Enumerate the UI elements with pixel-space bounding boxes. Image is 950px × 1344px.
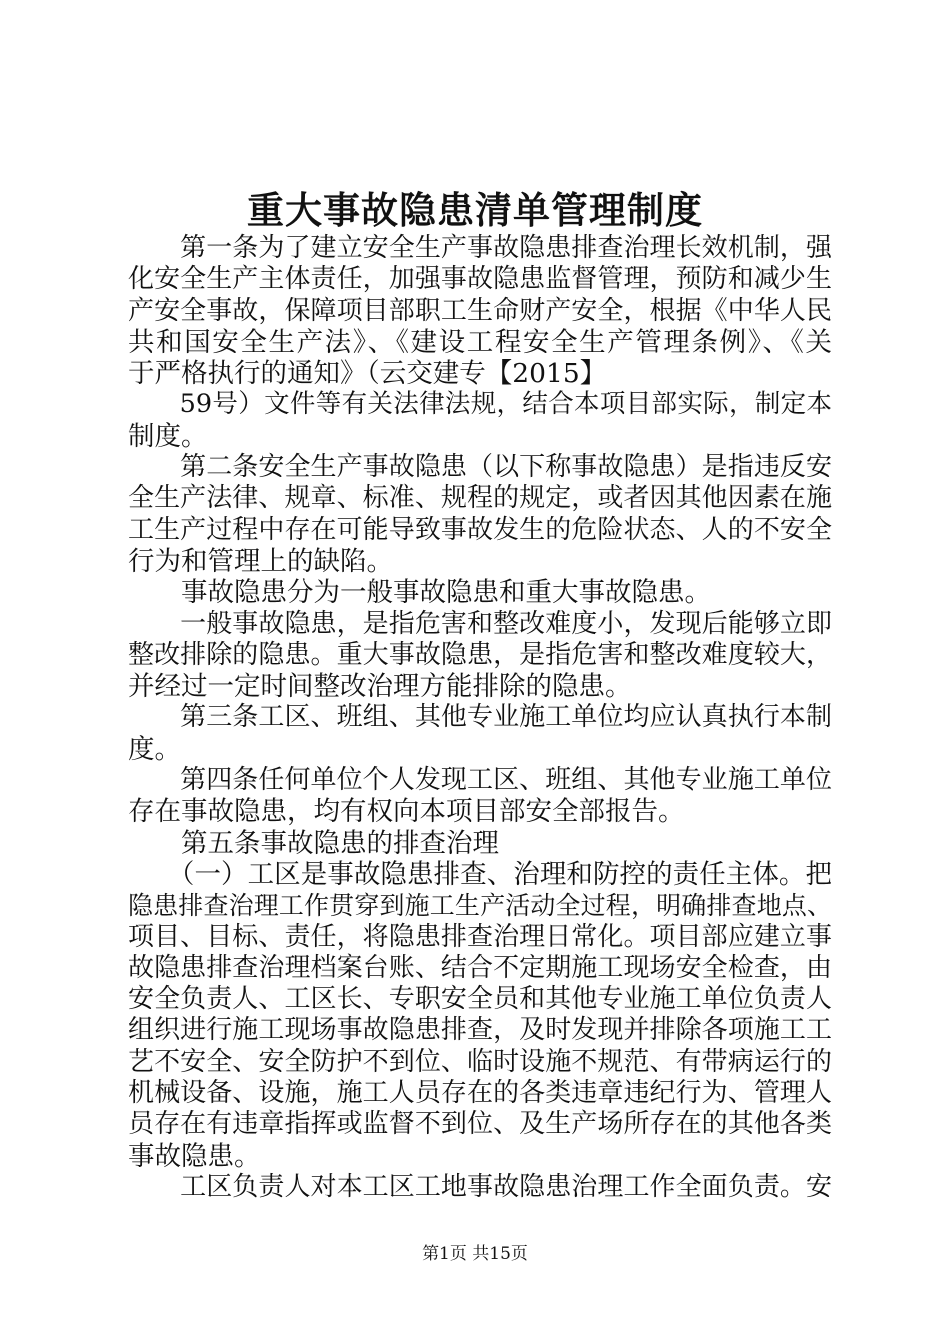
text-line: 故隐患排查治理档案台账、结合不定期施工现场安全检查，由: [128, 952, 832, 983]
page-footer: 第1页 共15页: [422, 1244, 528, 1264]
text-line: 工区负责人对本工区工地事故隐患治理工作全面负责。安: [128, 1171, 832, 1202]
text-line: 第三条工区、班组、其他专业施工单位均应认真执行本制: [128, 702, 832, 733]
text-line: 制度。: [128, 420, 208, 452]
document-body: [128, 233, 832, 1203]
text-line: 项目、目标、责任，将隐患排查治理日常化。项目部应建立事: [128, 921, 832, 952]
text-line: （一）工区是事故隐患排查、治理和防控的责任主体。把: [128, 858, 832, 890]
text-line: 行为和管理上的缺陷。: [128, 545, 393, 577]
text-line: 度。: [128, 733, 181, 765]
text-line: 整改排除的隐患。重大事故隐患，是指危害和整改难度较大，: [128, 639, 832, 670]
text-line: 隐患排查治理工作贯穿到施工生产活动全过程，明确排查地点、: [128, 891, 832, 921]
text-line: 于严格执行的通知》（云交建专【2015】: [128, 358, 607, 390]
text-line: 59号）文件等有关法律法规，结合本项目部实际，制定本: [128, 389, 832, 420]
text-line: 机械设备、设施，施工人员存在的各类违章违纪行为、管理人: [128, 1078, 832, 1109]
text-line: 工生产过程中存在可能导致事故发生的危险状态、人的不安全: [128, 514, 832, 545]
text-line: 第五条事故隐患的排查治理: [128, 827, 499, 859]
text-line: 第四条任何单位个人发现工区、班组、其他专业施工单位: [128, 765, 832, 796]
text-line: 并经过一定时间整改治理方能排除的隐患。: [128, 671, 632, 703]
text-line: 第二条安全生产事故隐患（以下称事故隐患）是指违反安: [128, 452, 832, 483]
text-line: 艺不安全、安全防护不到位、临时设施不规范、有带病运行的: [128, 1046, 832, 1077]
text-line: 员存在有违章指挥或监督不到位、及生产场所存在的其他各类: [128, 1109, 832, 1140]
text-line: 全生产法律、规章、标准、规程的规定，或者因其他因素在施: [128, 483, 832, 514]
document-title: 重大事故隐患清单管理制度: [247, 188, 703, 232]
text-line: 化安全生产主体责任，加强事故隐患监督管理，预防和减少生: [128, 264, 832, 295]
text-line: 产安全事故，保障项目部职工生命财产安全，根据《中华人民: [128, 295, 832, 326]
text-line: 第一条为了建立安全生产事故隐患排查治理长效机制，强: [128, 233, 832, 263]
text-line: 组织进行施工现场事故隐患排查，及时发现并排除各项施工工: [128, 1015, 832, 1046]
text-line: 事故隐患。: [128, 1140, 261, 1172]
text-line: 共和国安全生产法》、《建设工程安全生产管理条例》、《关: [128, 326, 832, 358]
text-line: 事故隐患分为一般事故隐患和重大事故隐患。: [128, 577, 711, 609]
text-line: 安全负责人、工区长、专职安全员和其他专业施工单位负责人: [128, 984, 832, 1015]
text-line: 一般事故隐患，是指危害和整改难度小，发现后能够立即: [128, 608, 832, 639]
text-line: 存在事故隐患，均有权向本项目部安全部报告。: [128, 796, 685, 828]
